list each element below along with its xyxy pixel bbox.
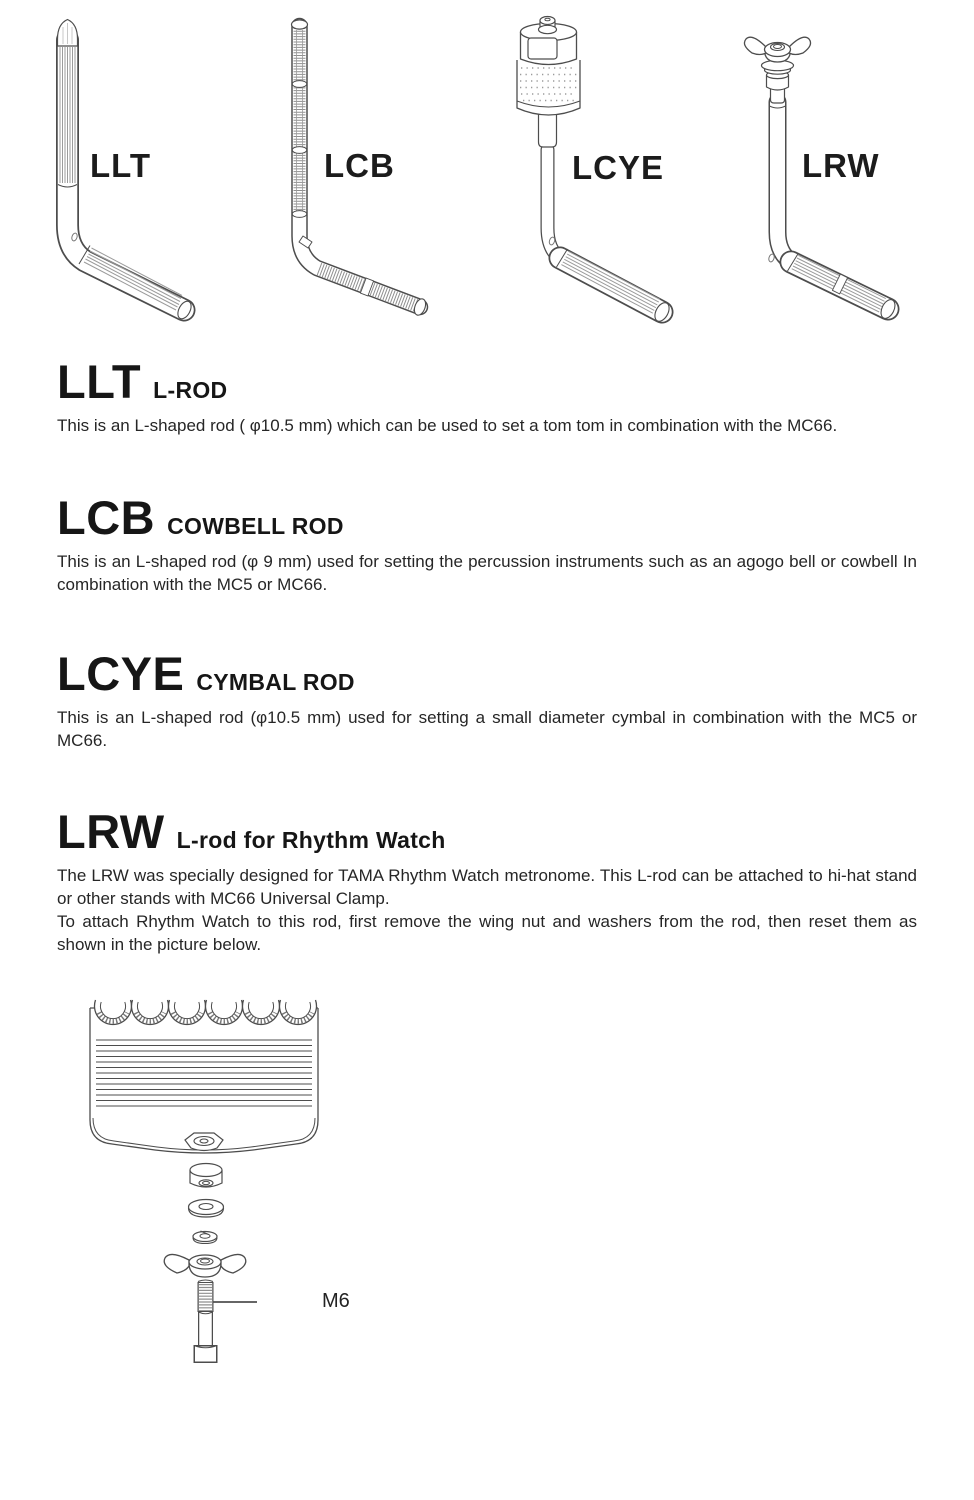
section-lcye-heading — [57, 647, 917, 700]
section-lcye-code: LCYE — [57, 647, 185, 700]
section-lcye — [57, 647, 917, 752]
section-lcye-paragraph: This is an L-shaped rod (φ10.5 mm) used for setting a small diameter cymbal in combination with the MC5 or MC66. — [57, 708, 917, 750]
section-lcye-body — [57, 706, 917, 752]
mounting-bracket — [185, 1133, 223, 1151]
section-lrw-paragraph-2: To attach Rhythm Watch to this rod, first remove the wing nut and washers from the rod, then reset them as shown in the picture below. — [57, 912, 917, 954]
section-lrw — [57, 805, 917, 956]
section-llt — [57, 355, 917, 437]
speaker-ribs — [96, 1040, 312, 1106]
product-illustrations — [0, 0, 974, 345]
section-lrw-paragraph-1: The LRW was specially designed for TAMA Rhythm Watch metronome. This L-rod can be attached to hi-hat stand or other stands with MC66 Universal Clamp. — [57, 866, 917, 908]
rhythm-watch-body — [90, 1000, 318, 1153]
dial-knobs — [95, 1000, 317, 1025]
section-lcye-subtitle: CYMBAL ROD — [196, 669, 355, 695]
rhythm-watch-assembly-diagram — [60, 960, 520, 1405]
section-llt-paragraph: This is an L-shaped rod ( φ10.5 mm) which can be used to set a tom tom in combination with the MC66. — [57, 416, 838, 435]
section-lcb — [57, 491, 917, 596]
lcb-product-label: LCB — [324, 147, 395, 184]
section-lcb-paragraph: This is an L-shaped rod (φ 9 mm) used for setting the percussion instruments such as an agogo bell or cowbell In combination with the MC5 or MC66. — [57, 552, 917, 594]
section-llt-subtitle: L-ROD — [153, 377, 228, 403]
section-lcb-subtitle: COWBELL ROD — [167, 513, 344, 539]
wing-nut — [164, 1254, 246, 1277]
section-lrw-code: LRW — [57, 805, 165, 858]
section-lcb-heading — [57, 491, 917, 544]
m6-bolt-label: M6 — [322, 1290, 350, 1312]
section-llt-code: LLT — [57, 355, 142, 408]
flat-washer — [189, 1200, 224, 1218]
assembly-diagram-drawing — [60, 960, 520, 1405]
section-lcb-code: LCB — [57, 491, 156, 544]
section-lcb-body — [57, 550, 917, 596]
section-llt-heading — [57, 355, 917, 408]
threaded-rod — [194, 1280, 217, 1363]
section-lrw-subtitle: L-rod for Rhythm Watch — [176, 827, 446, 853]
section-llt-body — [57, 414, 917, 437]
lcye-product-label: LCYE — [572, 149, 665, 186]
section-lrw-heading — [57, 805, 917, 858]
llt-product-label: LLT — [90, 147, 152, 184]
section-lrw-body — [57, 864, 917, 956]
lock-washer — [193, 1231, 217, 1244]
lrw-product-label: LRW — [802, 147, 880, 184]
spacer-nut — [190, 1164, 222, 1188]
